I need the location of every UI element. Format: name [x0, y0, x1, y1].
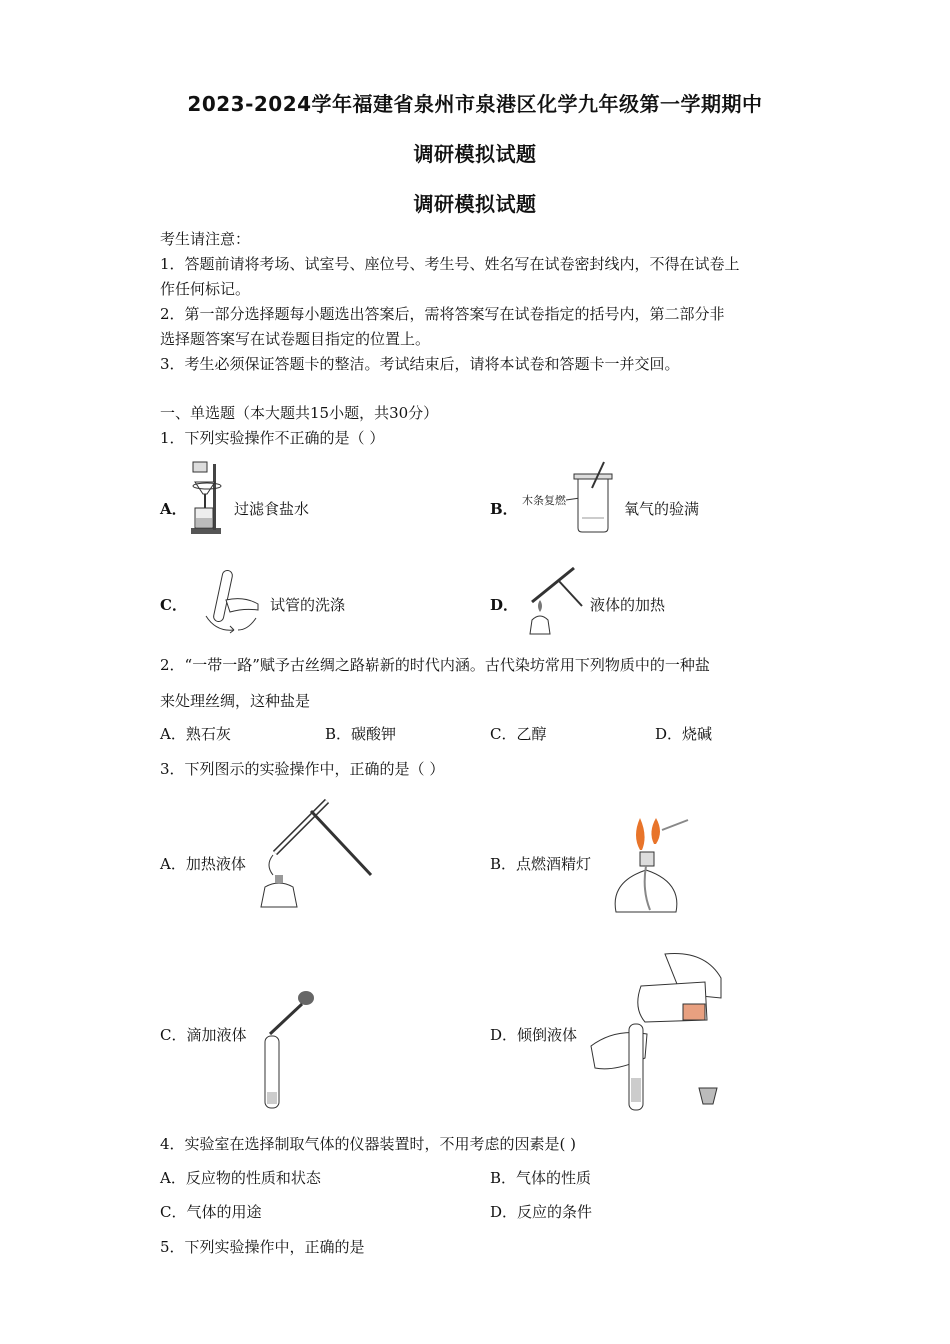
q3-option-c: C．滴加液体 [160, 1026, 247, 1044]
q4-option-c: C．气体的用途 [160, 1203, 262, 1221]
notice-heading: 考生请注意： [160, 230, 251, 248]
notice-item2-line2: 选择题答案写在试卷题目指定的位置上。 [160, 330, 431, 348]
q2-stem-line1: 2．“一带一路”赋予古丝绸之路崭新的时代内涵。古代染坊常用下列物质中的一种盐 [160, 656, 710, 674]
notice-item1-line1: 1．答题前请将考场、试室号、座位号、考生号、姓名写在试卷密封线内，不得在试卷上 [160, 255, 740, 273]
page-title-line2: 调研模拟试题 [413, 142, 537, 166]
q3-option-d: D．倾倒液体 [490, 1026, 578, 1044]
page-title-line1: 2023-2024学年福建省泉州市泉港区化学九年级第一学期期中 [187, 92, 763, 116]
dropper-figure [258, 988, 318, 1112]
q1-option-c-letter: C． [160, 596, 187, 614]
q4-stem: 4．实验室在选择制取气体的仪器装置时，不用考虑的因素是( ) [160, 1135, 577, 1153]
q4-option-a: A．反应物的性质和状态 [160, 1169, 321, 1187]
q2-option-b: B．碳酸钾 [325, 725, 397, 743]
page-title-line3: 调研模拟试题 [413, 192, 537, 216]
liquid-heating-figure [518, 562, 588, 636]
q1-option-d-letter: D． [490, 596, 519, 614]
q2-stem-line2: 来处理丝绸，这种盐是 [160, 692, 311, 710]
q1-option-b-text: 氧气的验满 [624, 500, 700, 518]
section-heading: 一、单选题（本大题共15小题，共30分） [160, 404, 439, 422]
lighting-lamp-figure [606, 810, 696, 916]
filtration-figure [185, 458, 233, 536]
q1-option-b-letter: B． [490, 500, 518, 518]
notice-item1-line2: 作任何标记。 [160, 280, 251, 298]
q1-option-a-letter: A． [160, 500, 187, 518]
q2-option-a: A．熟石灰 [160, 725, 231, 743]
notice-item2-line1: 2．第一部分选择题每小题选出答案后，需将答案写在试卷指定的括号内，第二部分非 [160, 305, 725, 323]
q1-stem: 1．下列实验操作不正确的是（ ） [160, 429, 385, 447]
q2-option-d: D．烧碱 [655, 725, 713, 743]
q3-option-a: A．加热液体 [160, 855, 246, 873]
q3-option-b: B．点燃酒精灯 [490, 855, 592, 873]
oxygen-test-fig-label: 木条复燃 [522, 494, 566, 507]
notice-item3: 3．考生必须保证答题卡的整洁。考试结束后，请将本试卷和答题卡一并交回。 [160, 355, 680, 373]
pouring-liquid-figure [585, 948, 725, 1114]
tube-washing-figure [200, 566, 270, 636]
q5-stem: 5．下列实验操作中，正确的是 [160, 1238, 365, 1256]
q1-option-c-text: 试管的洗涤 [270, 596, 346, 614]
q2-option-c: C．乙醇 [490, 725, 547, 743]
q4-option-d: D．反应的条件 [490, 1203, 593, 1221]
q1-option-d-text: 液体的加热 [590, 596, 666, 614]
q3-stem: 3．下列图示的实验操作中，正确的是（ ） [160, 760, 445, 778]
q4-option-b: B．气体的性质 [490, 1169, 592, 1187]
heating-liquid-figure [255, 795, 375, 913]
oxygen-test-figure [520, 458, 620, 536]
q1-option-a-text: 过滤食盐水 [234, 500, 310, 518]
